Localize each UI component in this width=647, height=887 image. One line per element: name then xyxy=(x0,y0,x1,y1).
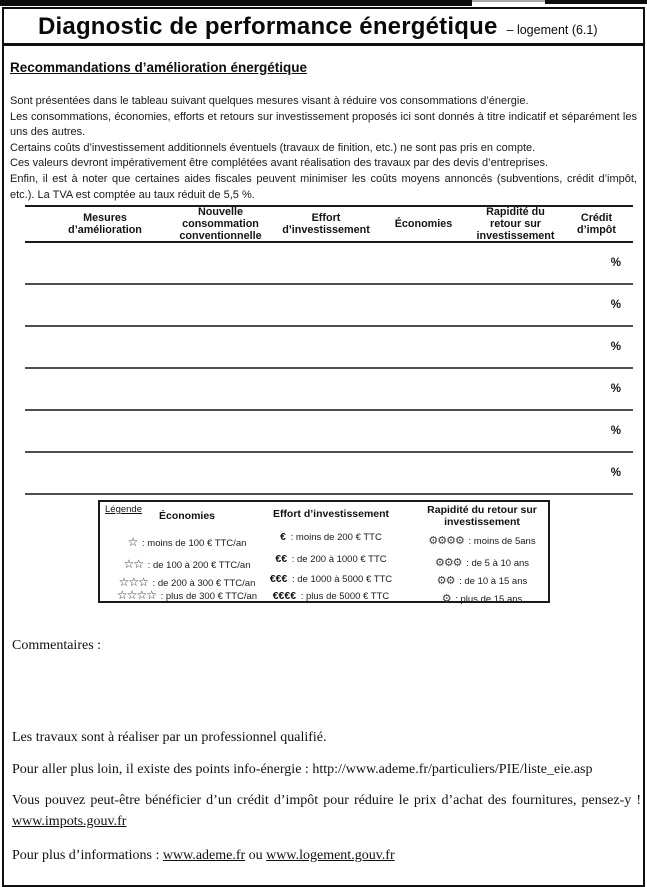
legend-item-text: : moins de 5ans xyxy=(468,536,536,547)
column-header-economies: Économies xyxy=(394,218,453,230)
footer-more-info-separator: ou xyxy=(245,848,267,863)
legend-item xyxy=(106,588,268,602)
footer-more-info-text xyxy=(12,848,395,864)
legend-item-text: : moins de 200 € TTC xyxy=(290,532,382,543)
legend-item-text: : de 5 à 10 ans xyxy=(466,558,530,569)
table-row xyxy=(25,411,633,453)
intro-text xyxy=(10,94,637,203)
footer-credit-impot-text: Vous pouvez peut-être bénéficier d’un crédit d’impôt pour réduire le prix d’achat des fournitures, pensez-y ! xyxy=(12,793,641,808)
content-frame xyxy=(2,44,645,887)
legend-item xyxy=(106,557,268,571)
legend-item-text: : plus de 300 € TTC/an xyxy=(160,591,258,602)
star-icon: ☆☆ xyxy=(123,557,144,571)
scan-artifact-strip xyxy=(0,0,472,6)
footer-more-info-prefix: Pour plus d’informations : xyxy=(12,848,163,863)
percent-sign: % xyxy=(610,383,621,395)
table-row xyxy=(25,285,633,327)
star-icon: ☆☆☆☆ xyxy=(116,588,156,602)
euro-icon: € xyxy=(280,531,286,543)
impots-gouv-link: www.impots.gouv.fr xyxy=(12,814,127,829)
percent-sign: % xyxy=(610,425,621,437)
legend-item xyxy=(260,590,402,602)
euro-icon: €€ xyxy=(275,553,288,565)
legend-economies-header: Économies xyxy=(158,510,216,522)
legend-effort-header: Effort d’investissement xyxy=(272,508,390,520)
column-header-effort: Effort d’investissement xyxy=(282,212,370,236)
footer-info-energie-text xyxy=(12,762,593,778)
table-row xyxy=(25,243,633,285)
legend-effort-column xyxy=(260,502,402,601)
legend-item xyxy=(260,573,402,585)
legend-economies-column xyxy=(106,502,268,601)
star-icon: ☆ xyxy=(127,535,138,549)
euro-icon: €€€€ xyxy=(272,590,297,602)
page-title-suffix: – logement (6.1) xyxy=(506,23,598,37)
gear-icon: ⚙⚙⚙ xyxy=(434,557,462,569)
legend-item-text: : de 1000 à 5000 € TTC xyxy=(291,574,393,585)
column-header-rapidite: Rapidité du retour sur investissement xyxy=(476,206,555,242)
table-header-row xyxy=(25,205,633,243)
intro-paragraph: Certains coûts d’investissement additionnels éventuels (travaux de finition, etc.) ne sont pas pris en compte. xyxy=(10,141,536,154)
scan-artifact-strip xyxy=(470,0,547,2)
legend-item-text: : de 10 à 15 ans xyxy=(459,576,528,587)
legend-item xyxy=(106,535,268,549)
scan-artifact-strip xyxy=(545,0,647,4)
legend-item xyxy=(420,556,544,569)
footer-info-energie-prefix: Pour aller plus loin, il existe des points info-énergie : xyxy=(12,762,313,777)
section-heading: Recommandations d’amélioration énergétique xyxy=(10,60,308,75)
title-banner xyxy=(2,7,645,45)
percent-sign: % xyxy=(610,467,621,479)
table-row xyxy=(25,453,633,495)
legend-item-text: : plus de 15 ans xyxy=(455,594,523,605)
ademe-link: www.ademe.fr xyxy=(162,848,246,863)
legend-label: Légende xyxy=(105,504,142,515)
legend-item xyxy=(420,534,544,547)
recommendations-table xyxy=(25,205,633,495)
gear-icon: ⚙⚙ xyxy=(436,575,455,587)
legend-item-text: : de 200 à 300 € TTC/an xyxy=(152,578,256,589)
gear-icon: ⚙⚙⚙⚙ xyxy=(428,535,464,547)
column-header-consommation: Nouvelle consommation conventionnelle xyxy=(179,206,262,242)
legend-item xyxy=(420,574,544,587)
legend-rapidite-column xyxy=(420,502,544,605)
euro-icon: €€€ xyxy=(269,573,288,585)
column-header-credit: Crédit d’impôt xyxy=(577,212,616,236)
legend-item-text: : de 100 à 200 € TTC/an xyxy=(147,560,251,571)
intro-paragraph: Ces valeurs devront impérativement être complétées avant réalisation des travaux par des devis d’entreprises. xyxy=(10,157,549,170)
table-row xyxy=(25,327,633,369)
footer-travaux-text: Les travaux sont à réaliser par un professionnel qualifié. xyxy=(12,730,327,745)
legend-box xyxy=(98,500,550,603)
logement-gouv-link: www.logement.gouv.fr xyxy=(266,848,395,863)
legend-item xyxy=(260,553,402,565)
legend-item xyxy=(260,531,402,543)
ademe-pie-link: http://www.ademe.fr/particuliers/PIE/liste_eie.asp xyxy=(312,762,593,777)
intro-paragraph: Sont présentées dans le tableau suivant quelques mesures visant à réduire vos consommations d’énergie. xyxy=(10,95,529,107)
legend-rapidite-header: Rapidité du retour sur investissement xyxy=(427,504,537,528)
comments-label: Commentaires : xyxy=(12,638,102,653)
column-header-mesures: Mesures d’amélioration xyxy=(68,212,142,236)
legend-item xyxy=(420,592,544,605)
intro-paragraph: Les consommations, économies, efforts et retours sur investissement proposés ici sont donnés à titre indicatif et séparément les uns des autres. xyxy=(10,110,637,139)
gear-icon: ⚙ xyxy=(441,593,451,605)
table-row xyxy=(25,369,633,411)
percent-sign: % xyxy=(610,257,621,269)
legend-item-text: : moins de 100 € TTC/an xyxy=(142,538,247,549)
legend-item xyxy=(106,575,268,589)
intro-paragraph: Enfin, il est à noter que certaines aides fiscales peuvent minimiser les coûts moyens annoncés (subventions, crédit d’impôt, etc.). La TVA est comptée au taux réduit de 5,5 %. xyxy=(10,172,637,201)
percent-sign: % xyxy=(610,341,621,353)
percent-sign: % xyxy=(610,299,621,311)
legend-item-text: : plus de 5000 € TTC xyxy=(300,591,390,602)
legend-item-text: : de 200 à 1000 € TTC xyxy=(291,554,387,565)
page-title: Diagnostic de performance énergétique xyxy=(38,13,498,40)
star-icon: ☆☆☆ xyxy=(118,575,148,589)
